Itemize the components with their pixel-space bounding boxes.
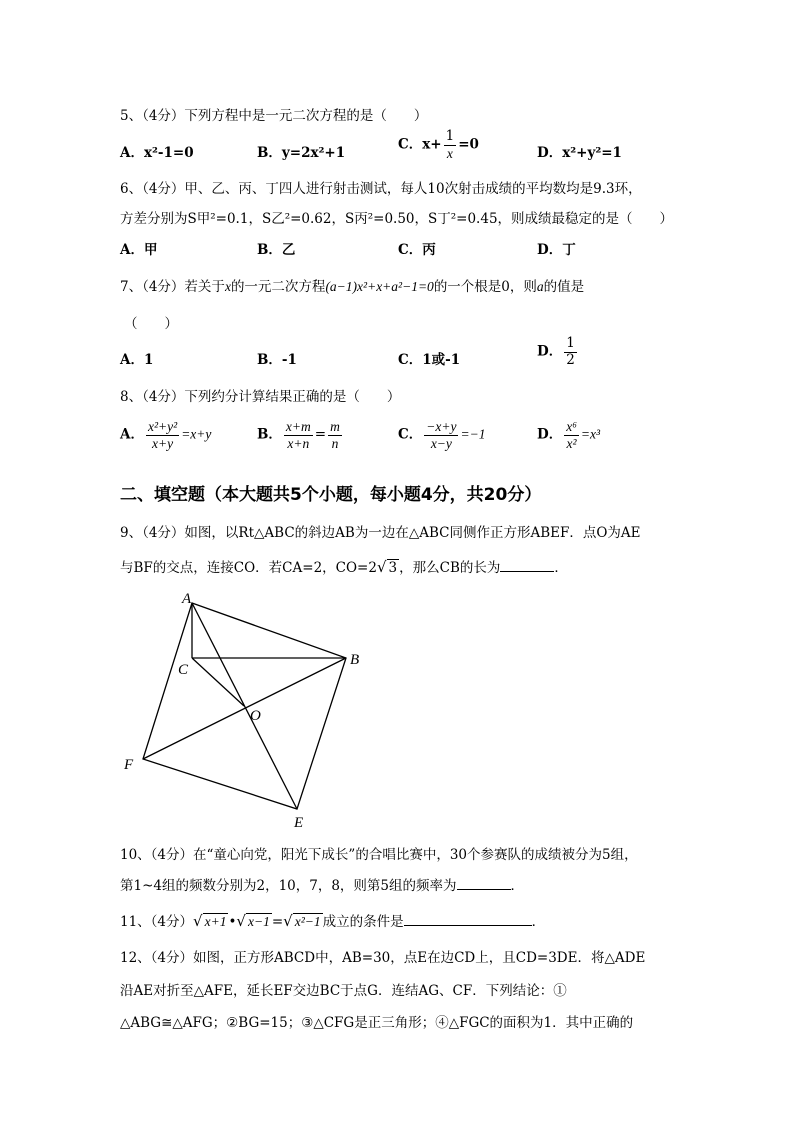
q11-pre: 11、（4分） [120, 914, 194, 930]
q6-option-d: D．丁 [537, 242, 576, 258]
q6-option-a: A．甲 [120, 242, 158, 258]
q8-option-c [398, 420, 485, 450]
q6-option-b: B．乙 [257, 242, 296, 258]
q5-option-b: B．y=2x²+1 [257, 145, 346, 161]
q7-d-denominator: 2 [566, 351, 575, 368]
q7-d-numerator: 1 [566, 335, 575, 351]
q7-option-d-label: D． [537, 343, 563, 360]
q5-c-numerator: 1 [445, 128, 455, 144]
q7-paren: （ ） [124, 316, 178, 332]
q12-line-2: 沿AE对折至△AFE，延长EF交边BC于点G．连结AG、CF．下列结论：① [120, 983, 567, 999]
q6-option-c: C．丙 [398, 242, 436, 258]
q5-option-d: D．x²+y²=1 [537, 145, 622, 161]
q8-b-result-numerator: m [330, 419, 340, 434]
q7-post2: 的值是 [543, 279, 585, 295]
q8-option-a [120, 420, 211, 450]
q8-d-label: D． [537, 426, 563, 443]
q11-radicand-2: x−1 [247, 914, 270, 929]
q8-option-d [537, 420, 600, 450]
q5-option-a: A．x²-1=0 [120, 145, 194, 161]
q12-line-1: 12、（4分）如图，正方形ABCD中，AB=30，点E在边CD上，且CD=3DE．将△ADE [120, 950, 646, 966]
diagonal-ae [192, 603, 297, 809]
q11-answer-blank [404, 913, 532, 926]
label-f: F [124, 757, 134, 773]
q7-pre: 7、（4分）若关于 [120, 279, 225, 295]
q7-var-x: x [224, 279, 231, 294]
q7-mid: 的一元二次方程 [230, 279, 326, 295]
label-o: O [250, 708, 261, 724]
q5-option-c-pre: C．x+ [398, 136, 442, 153]
q11-end: ． [531, 914, 546, 930]
q9-radicand: 3 [388, 560, 398, 576]
q7-option-b: B．-1 [257, 352, 297, 368]
q7-post1: 的一个根是0，则 [433, 279, 537, 295]
q10-answer-blank [457, 877, 511, 890]
q8-stem: 8、（4分）下列约分计算结果正确的是（ ） [120, 389, 401, 405]
q8-c-label: C． [398, 426, 423, 443]
q8-a-numerator: x²+y² [147, 419, 178, 434]
q6-line-2: 方差分别为S甲²=0.1，S乙²=0.62，S丙²=0.50，S丁²=0.45，则成绩最稳定的是（ ） [120, 211, 674, 227]
q8-c-denominator: x−y [430, 435, 452, 451]
q6-line-1: 6、（4分）甲、乙、丙、丁四人进行射击测试，每人10次射击成绩的平均数均是9.3环， [120, 181, 642, 197]
q9-line-2-post: ，那么CB的长为 [399, 560, 501, 576]
q8-d-result: =x³ [580, 426, 601, 442]
q11-line: 11、（4分）√ x+1 •√ x−1 =√ x²−1 成立的条件是 ． [120, 912, 546, 930]
label-e: E [294, 815, 304, 831]
q8-b-equals: = [314, 426, 327, 443]
q8-a-label: A． [120, 426, 144, 443]
q7-equation: (a−1)x²+x+a²−1=0 [325, 279, 434, 294]
q11-dot: • [228, 914, 237, 930]
q5-stem: 5、（4分）下列方程中是一元二次方程的是（ ） [120, 108, 428, 124]
q9-answer-blank [500, 559, 554, 572]
q10-line-1: 10、（4分）在“童心向党，阳光下成长”的合唱比赛中，30个参赛队的成绩被分为5组， [120, 847, 638, 863]
q11-radicand-1: x+1 [204, 914, 227, 929]
q7-option-a: A．1 [120, 352, 154, 368]
q8-b-numerator: x+m [285, 419, 311, 434]
q8-b-label: B． [257, 426, 282, 443]
section-2-heading: 二、填空题（本大题共5个小题，每小题4分，共20分） [120, 485, 542, 505]
q9-line-1: 9、（4分）如图，以Rt△ABC的斜边AB为一边在△ABC同侧作正方形ABEF．点O为AE [120, 525, 641, 541]
label-a: A [182, 591, 192, 607]
q8-c-numerator: −x+y [426, 419, 457, 434]
q8-a-result: =x+y [181, 426, 212, 442]
segment-co [192, 658, 244, 706]
q9-line-2-pre: 与BF的交点，连接CO．若CA=2，CO=2 [120, 560, 377, 576]
q7-var-a: a [536, 279, 544, 294]
q10-line-2-text: 第1~4组的频数分别为2，10，7，8，则第5组的频率为 [120, 878, 457, 894]
q9-geometry-figure [110, 585, 380, 835]
q8-c-result: =−1 [460, 426, 486, 442]
q11-post: 成立的条件是 [322, 914, 404, 930]
q9-line-2: 与BF的交点，连接CO．若CA=2，CO=2√ 3 ，那么CB的长为 ． [120, 558, 568, 576]
q7-option-d [537, 337, 579, 367]
q11-equals: = [271, 914, 284, 930]
q7-option-c: C．1或-1 [398, 352, 461, 368]
q8-a-denominator: x+y [152, 435, 174, 451]
q8-option-b [257, 420, 344, 450]
q10-line-2 [120, 874, 524, 894]
q5-option-c [398, 130, 479, 160]
q8-d-denominator: x² [566, 435, 577, 451]
label-b: B [350, 652, 360, 668]
label-c: C [178, 662, 189, 678]
q9-line-2-end: ． [554, 560, 568, 576]
q8-b-result-denominator: n [331, 435, 339, 451]
diagonal-bf [143, 658, 346, 759]
q11-radicand-3: x²−1 [294, 914, 321, 929]
q5-c-denominator: x [446, 145, 453, 161]
q5-option-c-post: =0 [458, 136, 479, 153]
q12-line-3: △ABG≅△AFG；②BG=15；③△CFG是正三角形；④△FGC的面积为1．其中正确的 [120, 1015, 634, 1031]
q8-d-numerator: x⁶ [566, 419, 577, 434]
q7-stem [120, 275, 584, 295]
q8-b-denominator: x+n [287, 435, 310, 451]
q10-end: ． [510, 878, 525, 894]
